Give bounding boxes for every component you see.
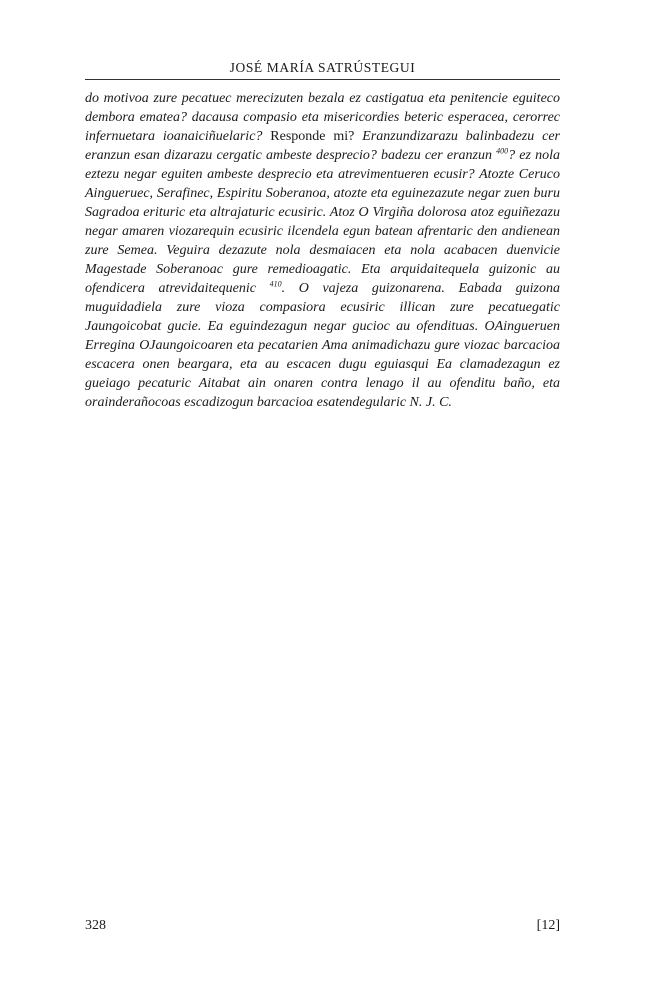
text-segment: ? ez nola eztezu negar eguiten ambeste desprecio eta atrevimentueren ecusir? Atozte Ceruco Aingueruec, Serafinec, Espiritu Soberanoa, atozte eta eguinezazute negar zuen buru Sagradoa erituric eta altrajaturic ecusiric. Atoz O Virgiña dolorosa atoz eguiñezazu negar amaren viozarequin ecusiric ilcendela egun batean afrentaric den andienean zure Semea. Veguira dezazute nola desmaiacen eta nola acabacen duenvicie Magestade Soberanoac gure remedioagatic. Eta arquidaitequela guizonic au ofendicera atrevidaitequenic bbox=[85, 148, 560, 296]
section-number: [12] bbox=[536, 918, 560, 933]
body-text bbox=[85, 89, 560, 412]
text-segment: Eranzundizarazu balinbadezu cer eranzun esan dizarazu cergatic ambeste desprecio? badezu cer eranzun bbox=[85, 129, 560, 163]
footnote-ref: 400 bbox=[496, 146, 509, 156]
header-rule bbox=[85, 79, 560, 80]
footnote-ref: 410 bbox=[269, 279, 282, 289]
text-segment: do motivoa zure pecatuec merecizuten bezala ez castigatua eta penitencie eguiteco dembora ematea? dacausa compasio eta misericordies beteric esperacea, cerorrec infernuetara ioanaiciñuelaric? bbox=[85, 91, 560, 144]
page-number: 328 bbox=[85, 918, 106, 933]
text-segment: . O vajeza guizonarena. Eabada guizona muguidadiela zure vioza compasiora ecusiric illican zure pecatuegatic Jaungoicobat gucie. Ea eguindezagun negar gucioc au ofendituas. OAingueruen Erregina OJaungoicoaren eta pecatarien Ama animadichazu gure viozac barcacioa escacera onen beargara, eta au escacen dugu eguiasqui Ea clamadezagun ez gueiago pecaturic Aitabat ain onaren contra lenago il au ofenditu baño, eta orainderañocoas escadizogun barcacioa esatendegularic N. J. C. bbox=[85, 281, 560, 410]
running-header: JOSÉ MARÍA SATRÚSTEGUI bbox=[229, 60, 416, 75]
text-upright: Responde mi? bbox=[262, 129, 363, 144]
